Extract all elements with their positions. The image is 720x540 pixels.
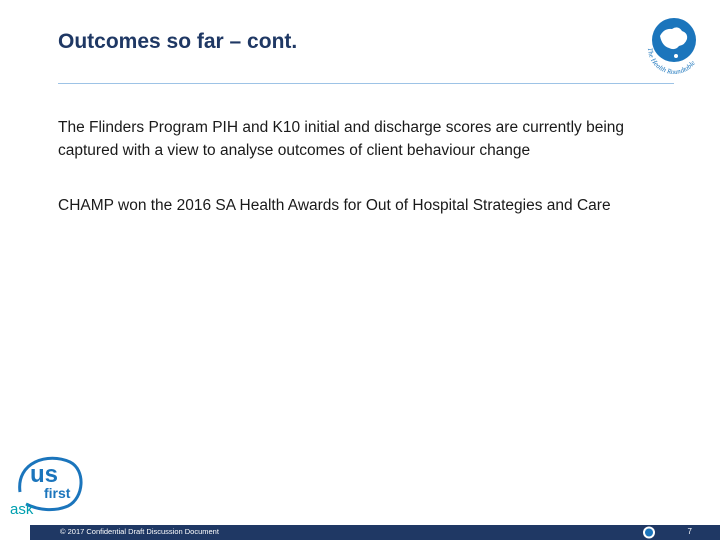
slide-title: Outcomes so far – cont.: [58, 30, 298, 53]
logo-caption: The Health Roundtable: [645, 47, 697, 77]
footer-copyright: © 2017 Confidential Draft Discussion Document: [60, 527, 219, 536]
logo-us-text: us: [30, 461, 59, 488]
footer-bar: [30, 525, 720, 540]
ask-us-first-logo: [8, 452, 88, 520]
logo-first-text: first: [44, 485, 71, 501]
paragraph-flinders-program: The Flinders Program PIH and K10 initial and discharge scores are currently being captured with a view to analyse outcomes of client behaviour change: [58, 119, 625, 159]
logo-ask-text: ask: [10, 501, 34, 518]
health-roundtable-logo: [640, 12, 708, 78]
title-divider: [58, 83, 674, 84]
footer-globe-icon: [642, 526, 656, 539]
page-number: 7: [687, 527, 692, 536]
paragraph-champ-award: CHAMP won the 2016 SA Health Awards for Out of Hospital Strategies and Care: [58, 197, 611, 214]
